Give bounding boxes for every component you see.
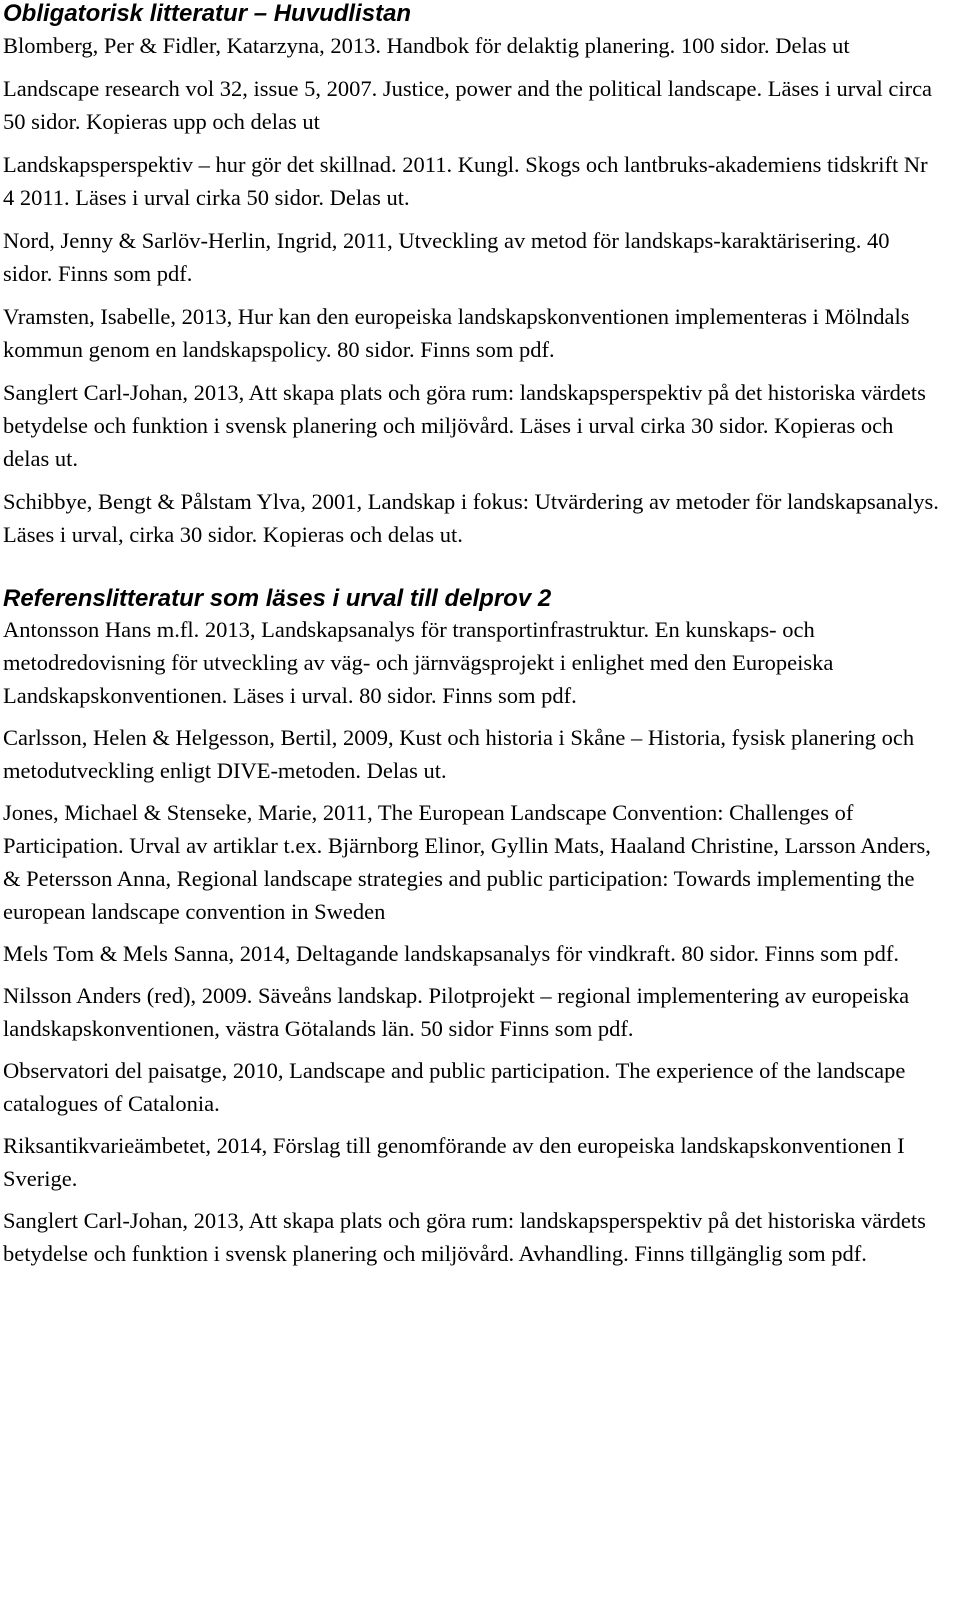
literature-entry: Riksantikvarieämbetet, 2014, Förslag till genomförande av den europeiska landskapskonventionen I Sverige.	[3, 1133, 905, 1191]
document-page	[3, 0, 943, 1270]
literature-entry: Vramsten, Isabelle, 2013, Hur kan den europeiska landskapskonventionen implementeras i Mölndals kommun genom en landskapspolicy. 80 sidor. Finns som pdf.	[3, 304, 910, 362]
referens-list	[3, 613, 943, 1270]
literature-entry: Antonsson Hans m.fl. 2013, Landskapsanalys för transportinfrastruktur. En kunskaps- och metodredovisning för utveckling av väg- och järnvägsprojekt i enlighet med den Europeiska Landskapskonventionen. Läses i urval. 80 sidor. Finns som pdf.	[3, 617, 834, 708]
section-heading-referens: Referenslitteratur som läses i urval till delprov 2	[3, 585, 552, 612]
literature-entry: Jones, Michael & Stenseke, Marie, 2011, The European Landscape Convention: Challenges of Participation. Urval av artiklar t.ex. Bjärnborg Elinor, Gyllin Mats, Haaland Christine, Larsson Anders, & Petersson Anna, Regional landscape strategies and public participation: Towards implementing the european landscape convention in Sweden	[3, 800, 931, 924]
literature-entry: Schibbye, Bengt & Pålstam Ylva, 2001, Landskap i fokus: Utvärdering av metoder för landskapsanalys. Läses i urval, cirka 30 sidor. Kopieras och delas ut.	[3, 489, 939, 547]
literature-entry: Sanglert Carl-Johan, 2013, Att skapa plats och göra rum: landskapsperspektiv på det historiska värdets betydelse och funktion i svensk planering och miljövård. Läses i urval cirka 30 sidor. Kopieras och delas ut.	[3, 380, 926, 471]
literature-entry: Mels Tom & Mels Sanna, 2014, Deltagande landskapsanalys för vindkraft. 80 sidor. Finns som pdf.	[3, 941, 900, 966]
literature-entry: Landskapsperspektiv – hur gör det skillnad. 2011. Kungl. Skogs och lantbruks-akademiens tidskrift Nr 4 2011. Läses i urval cirka 50 sidor. Delas ut.	[3, 152, 928, 210]
literature-entry: Nord, Jenny & Sarlöv-Herlin, Ingrid, 2011, Utveckling av metod för landskaps-karaktärisering. 40 sidor. Finns som pdf.	[3, 228, 890, 286]
literature-entry: Carlsson, Helen & Helgesson, Bertil, 2009, Kust och historia i Skåne – Historia, fysisk planering och metodutveckling enligt DIVE-metoden. Delas ut.	[3, 725, 915, 783]
literature-entry: Sanglert Carl-Johan, 2013, Att skapa plats och göra rum: landskapsperspektiv på det historiska värdets betydelse och funktion i svensk planering och miljövård. Avhandling. Finns tillgänglig som pdf.	[3, 1208, 926, 1266]
literature-entry: Observatori del paisatge, 2010, Landscape and public participation. The experience of the landscape catalogues of Catalonia.	[3, 1058, 906, 1116]
obligatorisk-list	[3, 29, 943, 551]
literature-entry: Nilsson Anders (red), 2009. Säveåns landskap. Pilotprojekt – regional implementering av europeiska landskapskonventionen, västra Götalands län. 50 sidor Finns som pdf.	[3, 983, 910, 1041]
section-heading-obligatorisk: Obligatorisk litteratur – Huvudlistan	[3, 0, 412, 27]
literature-entry: Blomberg, Per & Fidler, Katarzyna, 2013. Handbok för delaktig planering. 100 sidor. Delas ut	[3, 33, 850, 58]
literature-entry: Landscape research vol 32, issue 5, 2007. Justice, power and the political landscape. Läses i urval circa 50 sidor. Kopieras upp och delas ut	[3, 76, 933, 134]
